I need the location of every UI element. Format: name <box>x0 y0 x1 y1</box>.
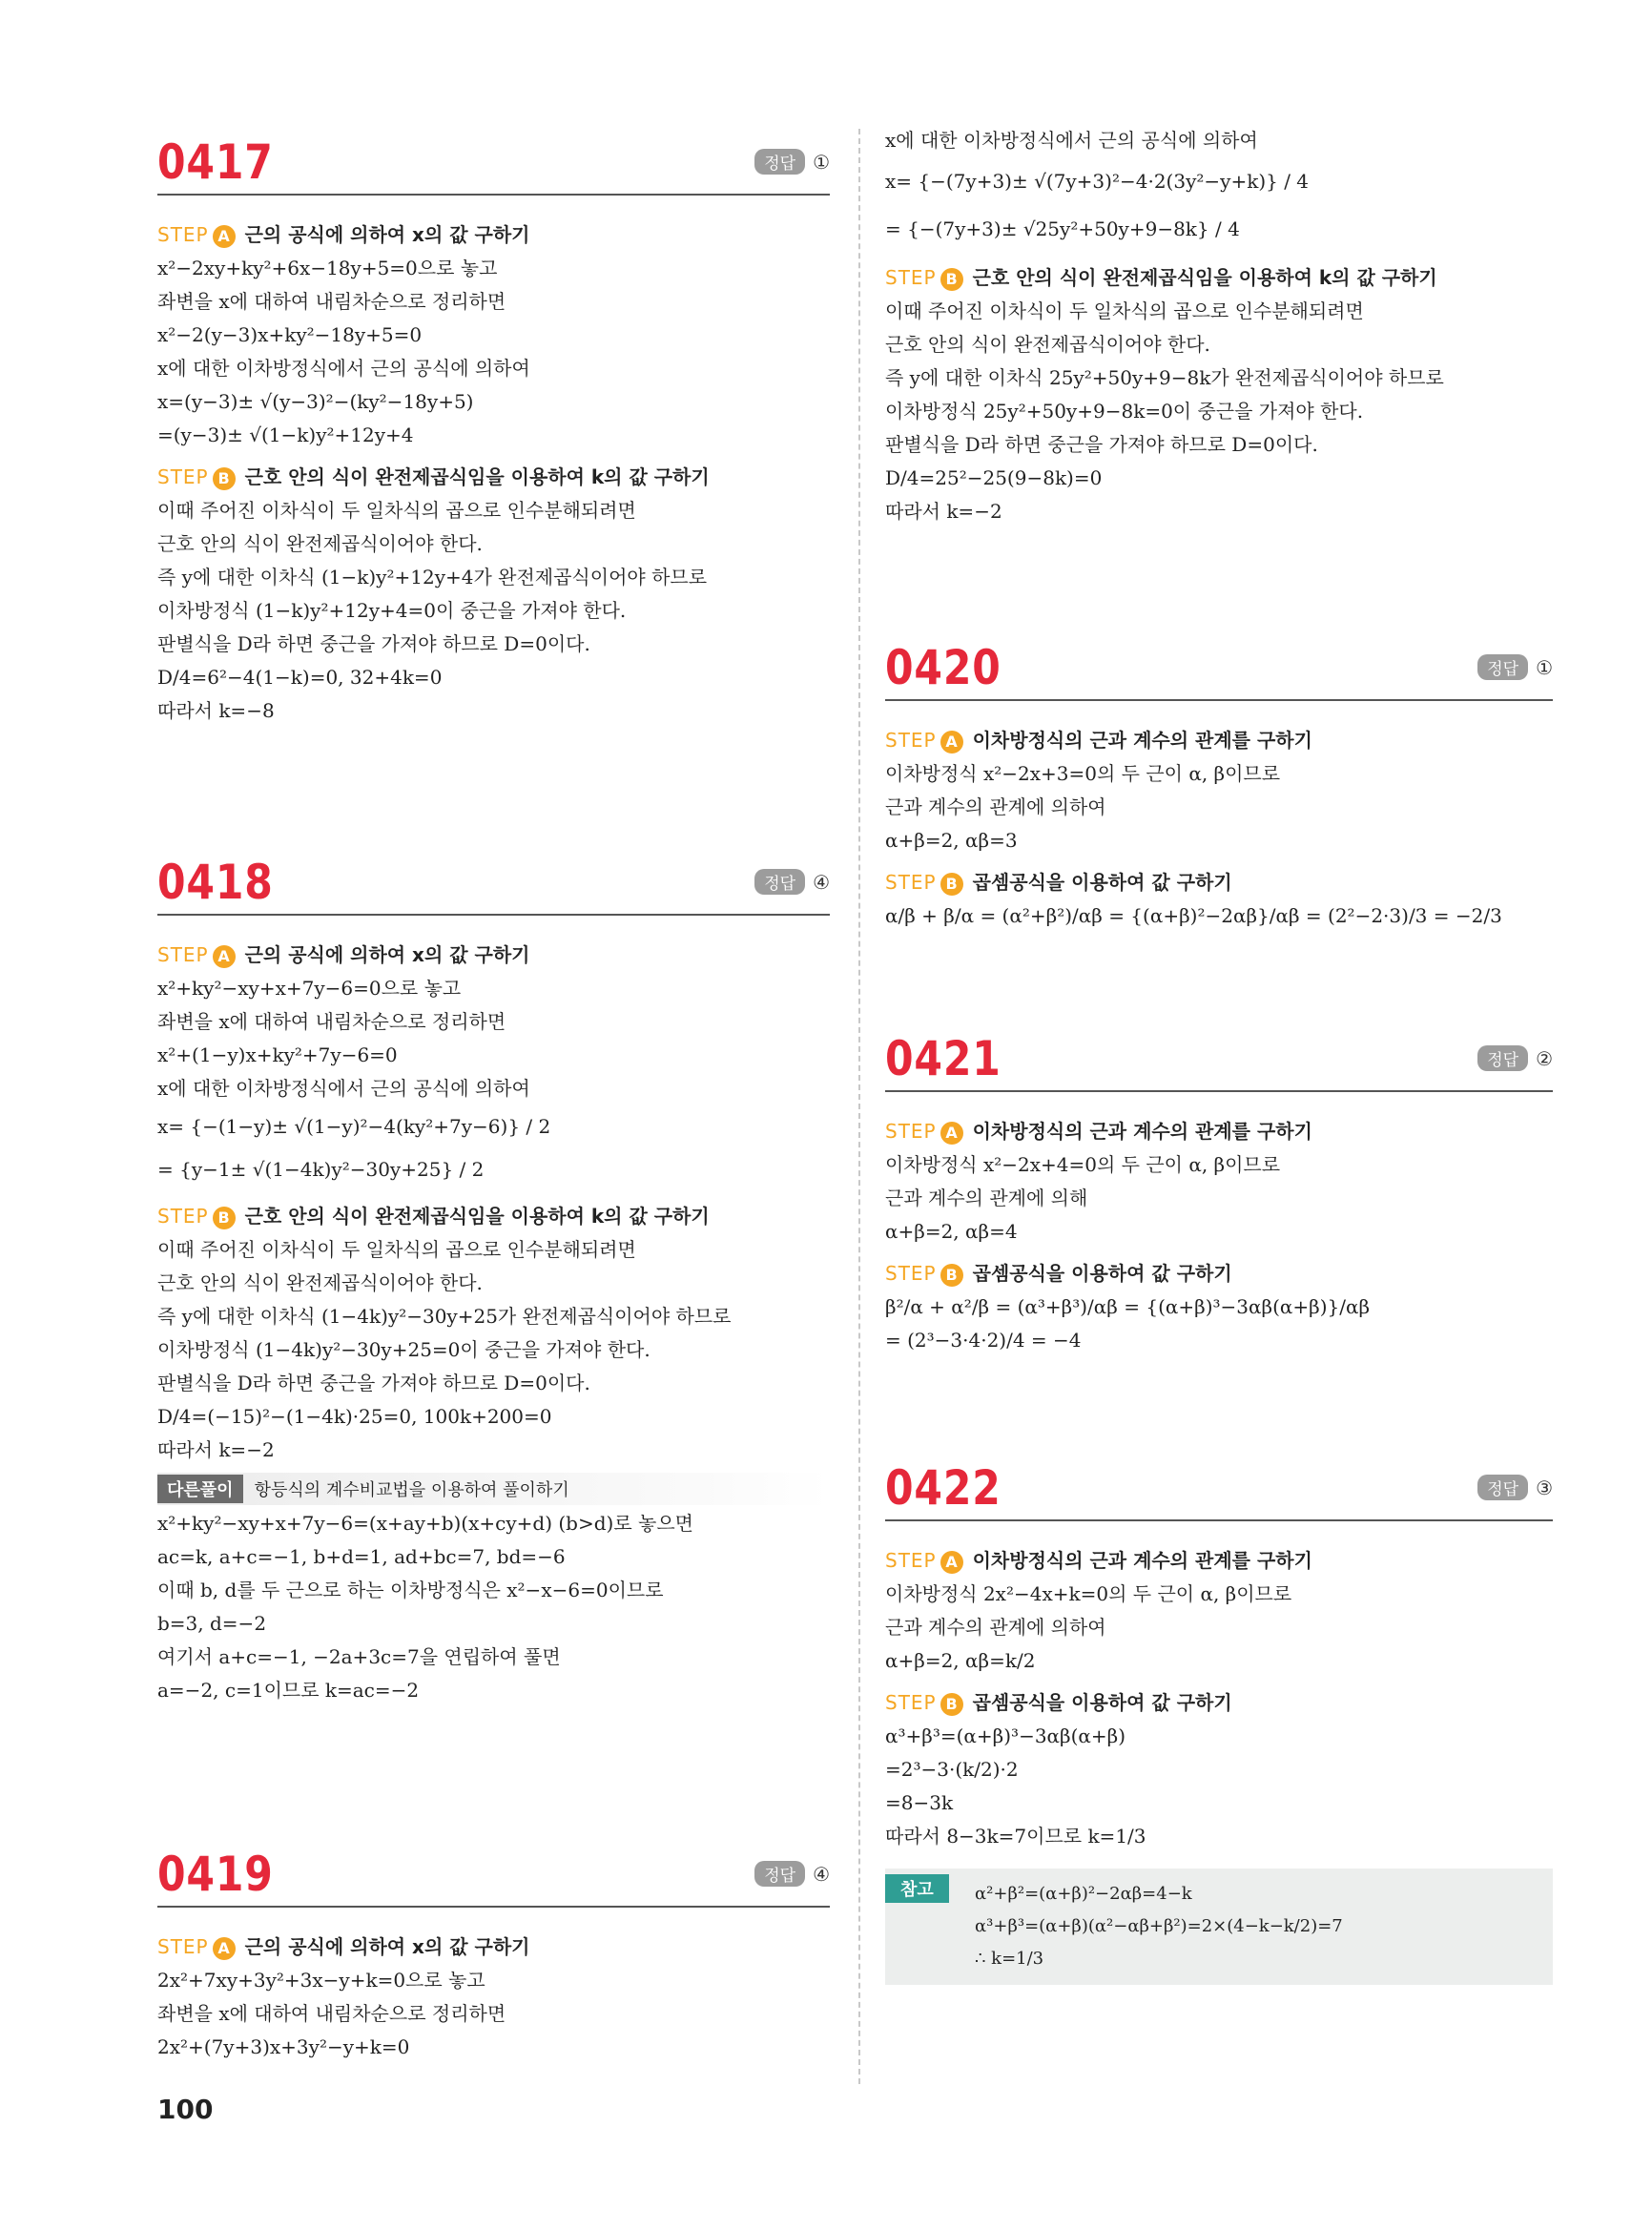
answer-badge <box>1477 1475 1553 1500</box>
solution-line: 이차방정식 2x²−4x+k=0의 두 근이 α, β이므로 <box>885 1582 1292 1605</box>
step-title: 이차방정식의 근과 계수의 관계를 구하기 <box>972 1549 1312 1572</box>
solution-line: a=−2, c=1이므로 k=ac=−2 <box>157 1679 420 1702</box>
solution-line: 판별식을 D라 하면 중근을 가져야 하므로 D=0이다. <box>157 632 590 655</box>
answer-value: ④ <box>813 871 830 894</box>
solution-line: 즉 y에 대한 이차식 25y²+50y+9−8k가 완전제곱식이어야 하므로 <box>885 366 1444 389</box>
answer-tag: 정답 <box>1477 1045 1528 1071</box>
solution-line: 좌변을 x에 대하여 내림차순으로 정리하면 <box>157 2002 506 2025</box>
answer-tag: 정답 <box>1477 1475 1528 1500</box>
solution-body <box>157 930 830 1707</box>
step-title: 근의 공식에 의하여 x의 값 구하기 <box>244 223 530 246</box>
step-title: 곱셈공식을 이용하여 값 구하기 <box>972 1691 1232 1714</box>
solution-line: x에 대한 이차방정식에서 근의 공식에 의하여 <box>885 129 1258 152</box>
step-badge: A <box>213 1937 236 1960</box>
step-badge: B <box>213 467 236 490</box>
step-title: 근호 안의 식이 완전제곱식임을 이용하여 k의 값 구하기 <box>244 465 710 488</box>
solution-line: 이차방정식 x²−2x+4=0의 두 근이 α, β이므로 <box>885 1153 1281 1176</box>
answer-value: ③ <box>1536 1476 1553 1499</box>
solution-line: 즉 y에 대한 이차식 (1−4k)y²−30y+25가 완전제곱식이어야 하므로 <box>157 1305 732 1328</box>
answer-value: ② <box>1536 1047 1553 1070</box>
note-line: ∴ k=1/3 <box>975 1949 1044 1969</box>
step-label: STEP <box>885 1262 937 1285</box>
step-label: STEP <box>885 871 937 894</box>
answer-tag: 정답 <box>754 149 805 175</box>
step-label: STEP <box>885 729 937 752</box>
step-header <box>157 1201 830 1229</box>
solution-line: α/β + β/α = (α²+β²)/αβ = {(α+β)²−2αβ}/αβ = (2²−2·3)/3 = −2/3 <box>885 904 1502 927</box>
step-header <box>157 219 830 248</box>
problem-0422 <box>885 1459 1553 2060</box>
alt-solution-header <box>157 1473 830 1505</box>
solution-line: 판별식을 D라 하면 중근을 가져야 하므로 D=0이다. <box>157 1372 590 1394</box>
step-header <box>157 1931 830 1960</box>
step-badge: A <box>940 1122 963 1145</box>
solution-line: 따라서 k=−2 <box>885 500 1002 523</box>
solution-line: 이때 주어진 이차식이 두 일차식의 곱으로 인수분해되려면 <box>885 299 1364 322</box>
problem-0419-continued <box>885 124 1553 601</box>
step-badge: A <box>940 731 963 754</box>
note-line: α³+β³=(α+β)(α²−αβ+β²)=2×(4−k−k/2)=7 <box>975 1916 1343 1936</box>
step-label: STEP <box>885 1549 937 1572</box>
answer-tag: 정답 <box>1477 654 1528 680</box>
step-header <box>885 1116 1553 1145</box>
problem-number: 0422 <box>885 1460 1002 1516</box>
title-rule <box>885 1519 1553 1521</box>
problem-number: 0419 <box>157 1847 274 1902</box>
solution-line: 이차방정식 25y²+50y+9−8k=0이 중근을 가져야 한다. <box>885 400 1364 423</box>
step-header <box>157 462 830 490</box>
solution-line: x에 대한 이차방정식에서 근의 공식에 의하여 <box>157 1077 530 1100</box>
step-header <box>885 867 1553 896</box>
solution-line: α³+β³=(α+β)³−3αβ(α+β) <box>885 1724 1126 1747</box>
step-title: 근의 공식에 의하여 x의 값 구하기 <box>244 943 530 966</box>
step-label: STEP <box>157 465 209 488</box>
step-label: STEP <box>885 1120 937 1143</box>
solution-line: x²−2(y−3)x+ky²−18y+5=0 <box>157 323 423 346</box>
solution-line: x²−2xy+ky²+6x−18y+5=0으로 놓고 <box>157 257 498 279</box>
solution-line: 이차방정식 x²−2x+3=0의 두 근이 α, β이므로 <box>885 762 1281 785</box>
problem-number: 0420 <box>885 640 1002 695</box>
solution-line: = {−(7y+3)± √25y²+50y+9−8k} / 4 <box>885 217 1240 240</box>
solution-line: x=(y−3)± √(y−3)²−(ky²−18y+5) <box>157 390 474 413</box>
solution-line: 근과 계수의 관계에 의하여 <box>885 795 1106 818</box>
alt-solution-label: 다른풀이 <box>157 1475 243 1503</box>
step-title: 근호 안의 식이 완전제곱식임을 이용하여 k의 값 구하기 <box>972 266 1437 289</box>
solution-line: x= {−(1−y)± √(1−y)²−4(ky²+7y−6)} / 2 <box>157 1115 551 1138</box>
solution-line: 2x²+(7y+3)x+3y²−y+k=0 <box>157 2035 410 2058</box>
solution-line: 따라서 8−3k=7이므로 k=1/3 <box>885 1825 1146 1848</box>
note-line: α²+β²=(α+β)²−2αβ=4−k <box>975 1884 1192 1904</box>
page-number: 100 <box>157 2094 214 2125</box>
solution-line: D/4=(−15)²−(1−4k)·25=0, 100k+200=0 <box>157 1405 552 1428</box>
solution-line: 근과 계수의 관계에 의해 <box>885 1187 1088 1209</box>
title-rule <box>157 914 830 916</box>
solution-line: 좌변을 x에 대하여 내림차순으로 정리하면 <box>157 290 506 313</box>
solution-line: =8−3k <box>885 1791 954 1814</box>
step-badge: B <box>940 1264 963 1287</box>
solution-line: = (2³−3·4·2)/4 = −4 <box>885 1329 1082 1352</box>
solution-line: =(y−3)± √(1−k)y²+12y+4 <box>157 423 414 446</box>
step-badge: B <box>940 873 963 896</box>
step-badge: B <box>213 1207 236 1229</box>
solution-line: 이때 b, d를 두 근으로 하는 이차방정식은 x²−x−6=0이므로 <box>157 1579 664 1601</box>
solution-line: α+β=2, αβ=4 <box>885 1220 1018 1243</box>
solution-line: 여기서 a+c=−1, −2a+3c=7을 연립하여 풀면 <box>157 1645 561 1668</box>
solution-line: β²/α + α²/β = (α³+β³)/αβ = {(α+β)³−3αβ(α+β)}/αβ <box>885 1295 1371 1318</box>
answer-badge <box>754 149 830 175</box>
solution-line: 근호 안의 식이 완전제곱식이어야 한다. <box>885 333 1210 356</box>
solution-body <box>885 715 1553 933</box>
solution-line: 이때 주어진 이차식이 두 일차식의 곱으로 인수분해되려면 <box>157 1238 636 1261</box>
title-rule <box>885 1090 1553 1092</box>
solution-body <box>157 1922 830 2064</box>
step-badge: A <box>940 1551 963 1574</box>
step-header <box>885 1258 1553 1287</box>
solution-line: x= {−(7y+3)± √(7y+3)²−4·2(3y²−y+k)} / 4 <box>885 170 1310 193</box>
step-label: STEP <box>885 266 937 289</box>
solution-line: =2³−3·(k/2)·2 <box>885 1758 1019 1781</box>
solution-line: 판별식을 D라 하면 중근을 가져야 하므로 D=0이다. <box>885 433 1318 456</box>
solution-line: α+β=2, αβ=k/2 <box>885 1649 1036 1672</box>
solution-body <box>157 210 830 728</box>
answer-badge <box>1477 1045 1553 1071</box>
solution-line: 근과 계수의 관계에 의하여 <box>885 1616 1106 1639</box>
reference-label: 참고 <box>885 1874 949 1903</box>
solution-line: 이차방정식 (1−k)y²+12y+4=0이 중근을 가져야 한다. <box>157 599 627 622</box>
step-title: 근호 안의 식이 완전제곱식임을 이용하여 k의 값 구하기 <box>244 1205 710 1228</box>
solution-line: 이차방정식 (1−4k)y²−30y+25=0이 중근을 가져야 한다. <box>157 1338 650 1361</box>
answer-badge <box>754 1861 830 1887</box>
problem-0420 <box>885 639 1553 982</box>
solution-line: 근호 안의 식이 완전제곱식이어야 한다. <box>157 1271 483 1294</box>
solution-line: 이때 주어진 이차식이 두 일차식의 곱으로 인수분해되려면 <box>157 499 636 522</box>
solution-line: x²+ky²−xy+x+7y−6=0으로 놓고 <box>157 977 462 1000</box>
step-title: 곱셈공식을 이용하여 값 구하기 <box>972 871 1232 894</box>
reference-note <box>885 1869 1553 1985</box>
solution-line: 따라서 k=−8 <box>157 699 275 722</box>
problem-number: 0417 <box>157 134 274 190</box>
step-label: STEP <box>157 1935 209 1958</box>
step-header <box>885 1545 1553 1574</box>
problem-number: 0418 <box>157 855 274 910</box>
solution-body <box>885 1536 1553 1985</box>
problem-number: 0421 <box>885 1031 1002 1086</box>
title-rule <box>885 699 1553 701</box>
solution-line: x²+ky²−xy+x+7y−6=(x+ay+b)(x+cy+d) (b>d)로 놓으면 <box>157 1512 693 1535</box>
solution-line: 근호 안의 식이 완전제곱식이어야 한다. <box>157 532 483 555</box>
step-title: 이차방정식의 근과 계수의 관계를 구하기 <box>972 1120 1312 1143</box>
step-title: 근의 공식에 의하여 x의 값 구하기 <box>244 1935 530 1958</box>
solution-line: b=3, d=−2 <box>157 1612 267 1635</box>
answer-badge <box>1477 654 1553 680</box>
step-badge: A <box>213 225 236 248</box>
solution-line: x²+(1−y)x+ky²+7y−6=0 <box>157 1043 398 1066</box>
step-label: STEP <box>157 1205 209 1228</box>
step-badge: B <box>940 1693 963 1716</box>
solution-line: D/4=6²−4(1−k)=0, 32+4k=0 <box>157 666 443 689</box>
step-badge: A <box>213 945 236 968</box>
step-header <box>885 725 1553 754</box>
step-header <box>157 939 830 968</box>
solution-line: = {y−1± √(1−4k)y²−30y+25} / 2 <box>157 1158 485 1181</box>
problem-0421 <box>885 1030 1553 1393</box>
solution-line: D/4=25²−25(9−8k)=0 <box>885 466 1103 489</box>
step-title: 이차방정식의 근과 계수의 관계를 구하기 <box>972 729 1312 752</box>
step-header <box>885 262 1553 291</box>
alt-solution-title: 항등식의 계수비교법을 이용하여 풀이하기 <box>254 1480 569 1500</box>
title-rule <box>157 1906 830 1908</box>
answer-tag: 정답 <box>754 1861 805 1887</box>
step-badge: B <box>940 268 963 291</box>
solution-line: 2x²+7xy+3y²+3x−y+k=0으로 놓고 <box>157 1969 485 1992</box>
solution-line: 좌변을 x에 대하여 내림차순으로 정리하면 <box>157 1010 506 1033</box>
step-title: 곱셈공식을 이용하여 값 구하기 <box>972 1262 1232 1285</box>
title-rule <box>157 194 830 196</box>
step-label: STEP <box>157 943 209 966</box>
step-header <box>885 1687 1553 1716</box>
solution-line: 따라서 k=−2 <box>157 1438 275 1461</box>
answer-tag: 정답 <box>754 869 805 895</box>
step-label: STEP <box>157 223 209 246</box>
solution-line: x에 대한 이차방정식에서 근의 공식에 의하여 <box>157 357 530 380</box>
answer-badge <box>754 869 830 895</box>
problem-0417 <box>157 134 830 763</box>
step-label: STEP <box>885 1691 937 1714</box>
solution-line: 즉 y에 대한 이차식 (1−k)y²+12y+4가 완전제곱식이어야 하므로 <box>157 566 708 588</box>
solution-line: ac=k, a+c=−1, b+d=1, ad+bc=7, bd=−6 <box>157 1545 566 1568</box>
solution-body <box>885 1106 1553 1357</box>
answer-value: ① <box>1536 656 1553 679</box>
solution-line: α+β=2, αβ=3 <box>885 829 1018 852</box>
answer-value: ① <box>813 151 830 174</box>
problem-0418 <box>157 854 830 1807</box>
problem-0419 <box>157 1846 830 2075</box>
answer-value: ④ <box>813 1863 830 1886</box>
column-divider <box>858 129 860 2084</box>
